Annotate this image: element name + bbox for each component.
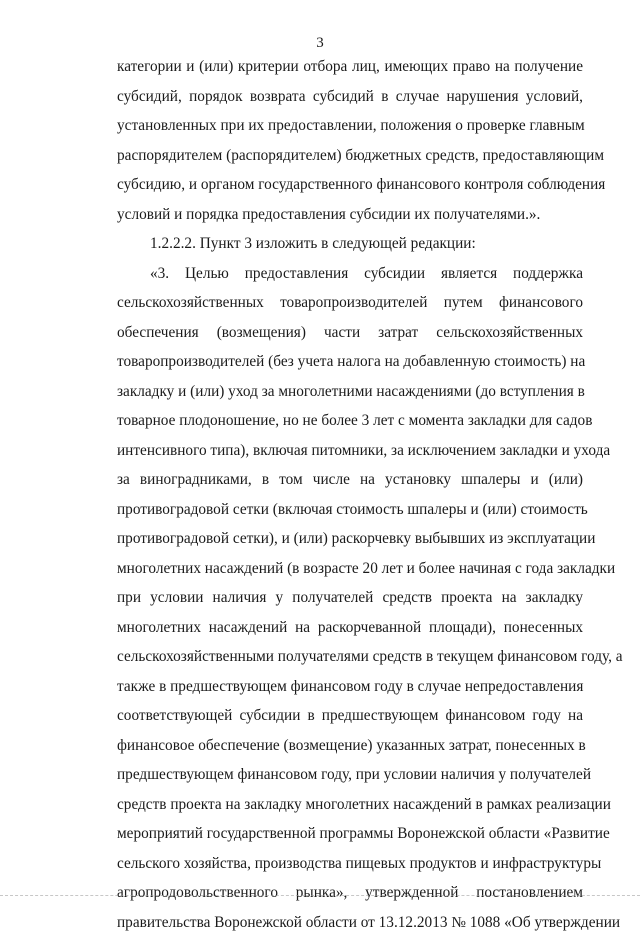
text-line-13: товарное плодоношение, но не более 3 лет с момента закладки для садов — [117, 406, 583, 436]
text-line-9: сельскохозяйственных товаропроизводителей путем финансового — [117, 288, 583, 318]
text-line-3: установленных при их предоставлении, положения о проверке главным — [117, 111, 583, 141]
text-line-23: соответствующей субсидии в предшествующем финансовом году на — [117, 701, 583, 731]
text-line-25: предшествующем финансовом году, при условии наличия у получателей — [117, 760, 583, 790]
text-line-11: товаропроизводителей (без учета налога на добавленную стоимость) на — [117, 347, 583, 377]
text-line-28: сельского хозяйства, производства пищевых продуктов и инфраструктуры — [117, 849, 583, 879]
text-line-4: распорядителем (распорядителем) бюджетных средств, предоставляющим — [117, 141, 583, 171]
text-line-1: категории и (или) критерии отбора лиц, имеющих право на получение — [117, 52, 583, 82]
text-line-27: мероприятий государственной программы Воронежской области «Развитие — [117, 819, 583, 849]
text-line-16: противоградовой сетки (включая стоимость шпалеры и (или) стоимость — [117, 495, 583, 525]
text-line-8: «3. Целью предоставления субсидии является поддержка — [117, 259, 583, 289]
text-line-7: 1.2.2.2. Пункт 3 изложить в следующей редакции: — [117, 229, 583, 259]
page-bottom-rule — [0, 895, 640, 896]
text-line-14: интенсивного типа), включая питомники, за исключением закладки и ухода — [117, 436, 583, 466]
text-line-2: субсидий, порядок возврата субсидий в случае нарушения условий, — [117, 82, 583, 112]
text-line-6: условий и порядка предоставления субсидии их получателями.». — [117, 200, 583, 230]
text-line-26: средств проекта на закладку многолетних насаждений в рамках реализации — [117, 790, 583, 820]
text-line-17: противоградовой сетки), и (или) раскорчевку выбывших из эксплуатации — [117, 524, 583, 554]
text-line-21: сельскохозяйственными получателями средств в текущем финансовом году, а — [117, 642, 583, 672]
text-line-24: финансовое обеспечение (возмещение) указанных затрат, понесенных в — [117, 731, 583, 761]
text-line-19: при условии наличия у получателей средств проекта на закладку — [117, 583, 583, 613]
text-line-29: агропродовольственного рынка», утвержденной постановлением — [117, 878, 583, 908]
text-line-20: многолетних насаждений на раскорчеванной площади), понесенных — [117, 613, 583, 643]
text-line-22: также в предшествующем финансовом году в случае непредоставления — [117, 672, 583, 702]
text-line-30: правительства Воронежской области от 13.12.2013 № 1088 «Об утверждении — [117, 908, 583, 937]
text-line-12: закладку и (или) уход за многолетними насаждениями (до вступления в — [117, 377, 583, 407]
text-line-18: многолетних насаждений (в возрасте 20 лет и более начиная с года закладки — [117, 554, 583, 584]
text-line-15: за виноградниками, в том числе на установку шпалеры и (или) — [117, 465, 583, 495]
document-body — [117, 52, 583, 937]
text-line-10: обеспечения (возмещения) части затрат сельскохозяйственных — [117, 318, 583, 348]
page-number: 3 — [0, 34, 640, 52]
text-line-5: субсидию, и органом государственного финансового контроля соблюдения — [117, 170, 583, 200]
